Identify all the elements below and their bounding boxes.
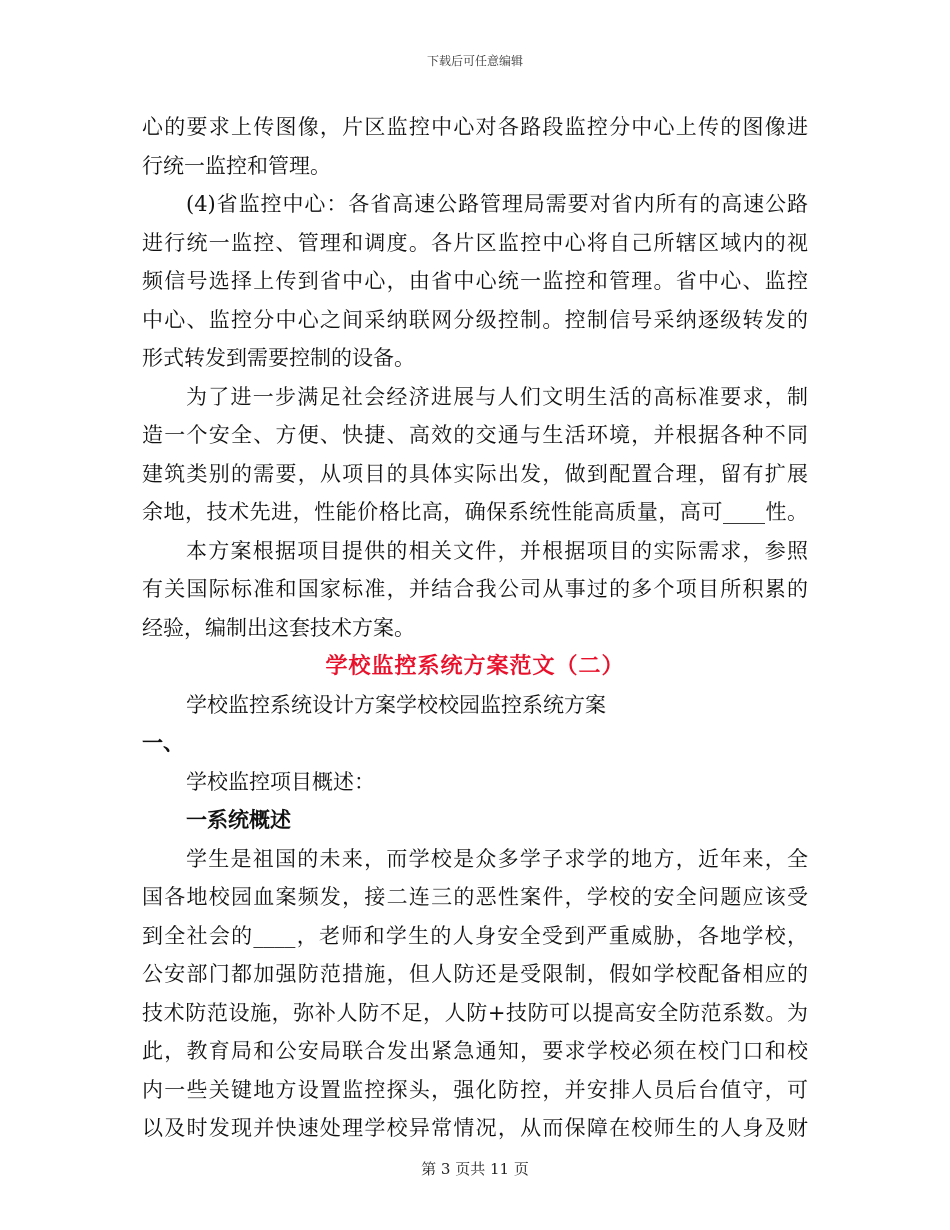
- page-header: 下载后可任意编辑: [426, 54, 523, 68]
- paragraph-line: 学生是祖国的未来，而学校是众多学子求学的地方，近年来，全: [186, 846, 808, 871]
- document-body: [142, 108, 808, 1148]
- paragraph-line: 中心、监控分中心之间采纳联网分级控制。控制信号采纳逐级转发的: [142, 307, 808, 332]
- paragraph-line: 造一个安全、方便、快捷、高效的交通与生活环境，并根据各种不同: [142, 423, 808, 447]
- paragraph-line: 本方案根据项目提供的相关文件，并根据项目的实际需求，参照: [186, 538, 808, 563]
- paragraph-line: 为了进一步满足社会经济进展与人们文明生活的高标准要求，制: [186, 384, 808, 409]
- paragraph-line: 进行统一监控、管理和调度。各片区监控中心将自己所辖区域内的视: [142, 230, 808, 255]
- paragraph-line: 内一些关键地方设置监控探头，强化防控，并安排人员后台值守，可: [142, 1077, 808, 1102]
- paragraph-line: 经验，编制出这套技术方案。: [142, 615, 415, 640]
- paragraph-line: 行统一监控和管理。: [142, 153, 331, 178]
- paragraph-line: 建筑类别的需要，从项目的具体实际出发，做到配置合理，留有扩展: [142, 461, 808, 486]
- subheading: 一系统概述: [186, 807, 291, 832]
- paragraph-line: 心的要求上传图像，片区监控中心对各路段监控分中心上传的图像进: [142, 115, 808, 139]
- paragraph-line: 到全社会的____，老师和学生的人身安全受到严重威胁，各地学校，: [142, 923, 808, 948]
- paragraph-line: (4)省监控中心：各省高速公路管理局需要对省内所有的高速公路: [186, 192, 808, 216]
- paragraph-line: 学校监控系统设计方案学校校园监控系统方案: [186, 692, 606, 717]
- paragraph-line: 有关国际标准和国家标准，并结合我公司从事过的多个项目所积累的: [142, 577, 808, 601]
- page-footer: 第 3 页共 11 页: [421, 1160, 529, 1178]
- paragraph-line: 形式转发到需要控制的设备。: [142, 346, 415, 370]
- paragraph-line: 余地，技术先进，性能价格比高，确保系统性能高质量，高可____性。: [142, 500, 808, 524]
- paragraph-line: 学校监控项目概述：: [186, 769, 375, 794]
- section-title: 学校监控系统方案范文（二）: [325, 653, 625, 679]
- paragraph-line: 此，教育局和公安局联合发出紧急通知，要求学校必须在校门口和校: [142, 1039, 808, 1063]
- paragraph-line: 公安部门都加强防范措施，但人防还是受限制，假如学校配备相应的: [142, 962, 808, 986]
- heading-number: 一、: [142, 730, 184, 755]
- paragraph-line: 频信号选择上传到省中心，由省中心统一监控和管理。省中心、监控: [142, 269, 808, 293]
- paragraph-line: 以及时发现并快速处理学校异常情况，从而保障在校师生的人身及财: [142, 1116, 808, 1140]
- paragraph-line: 国各地校园血案频发，接二连三的恶性案件，学校的安全问题应该受: [142, 885, 808, 909]
- paragraph-line: 技术防范设施，弥补人防不足，人防+技防可以提高安全防范系数。为: [142, 1000, 808, 1025]
